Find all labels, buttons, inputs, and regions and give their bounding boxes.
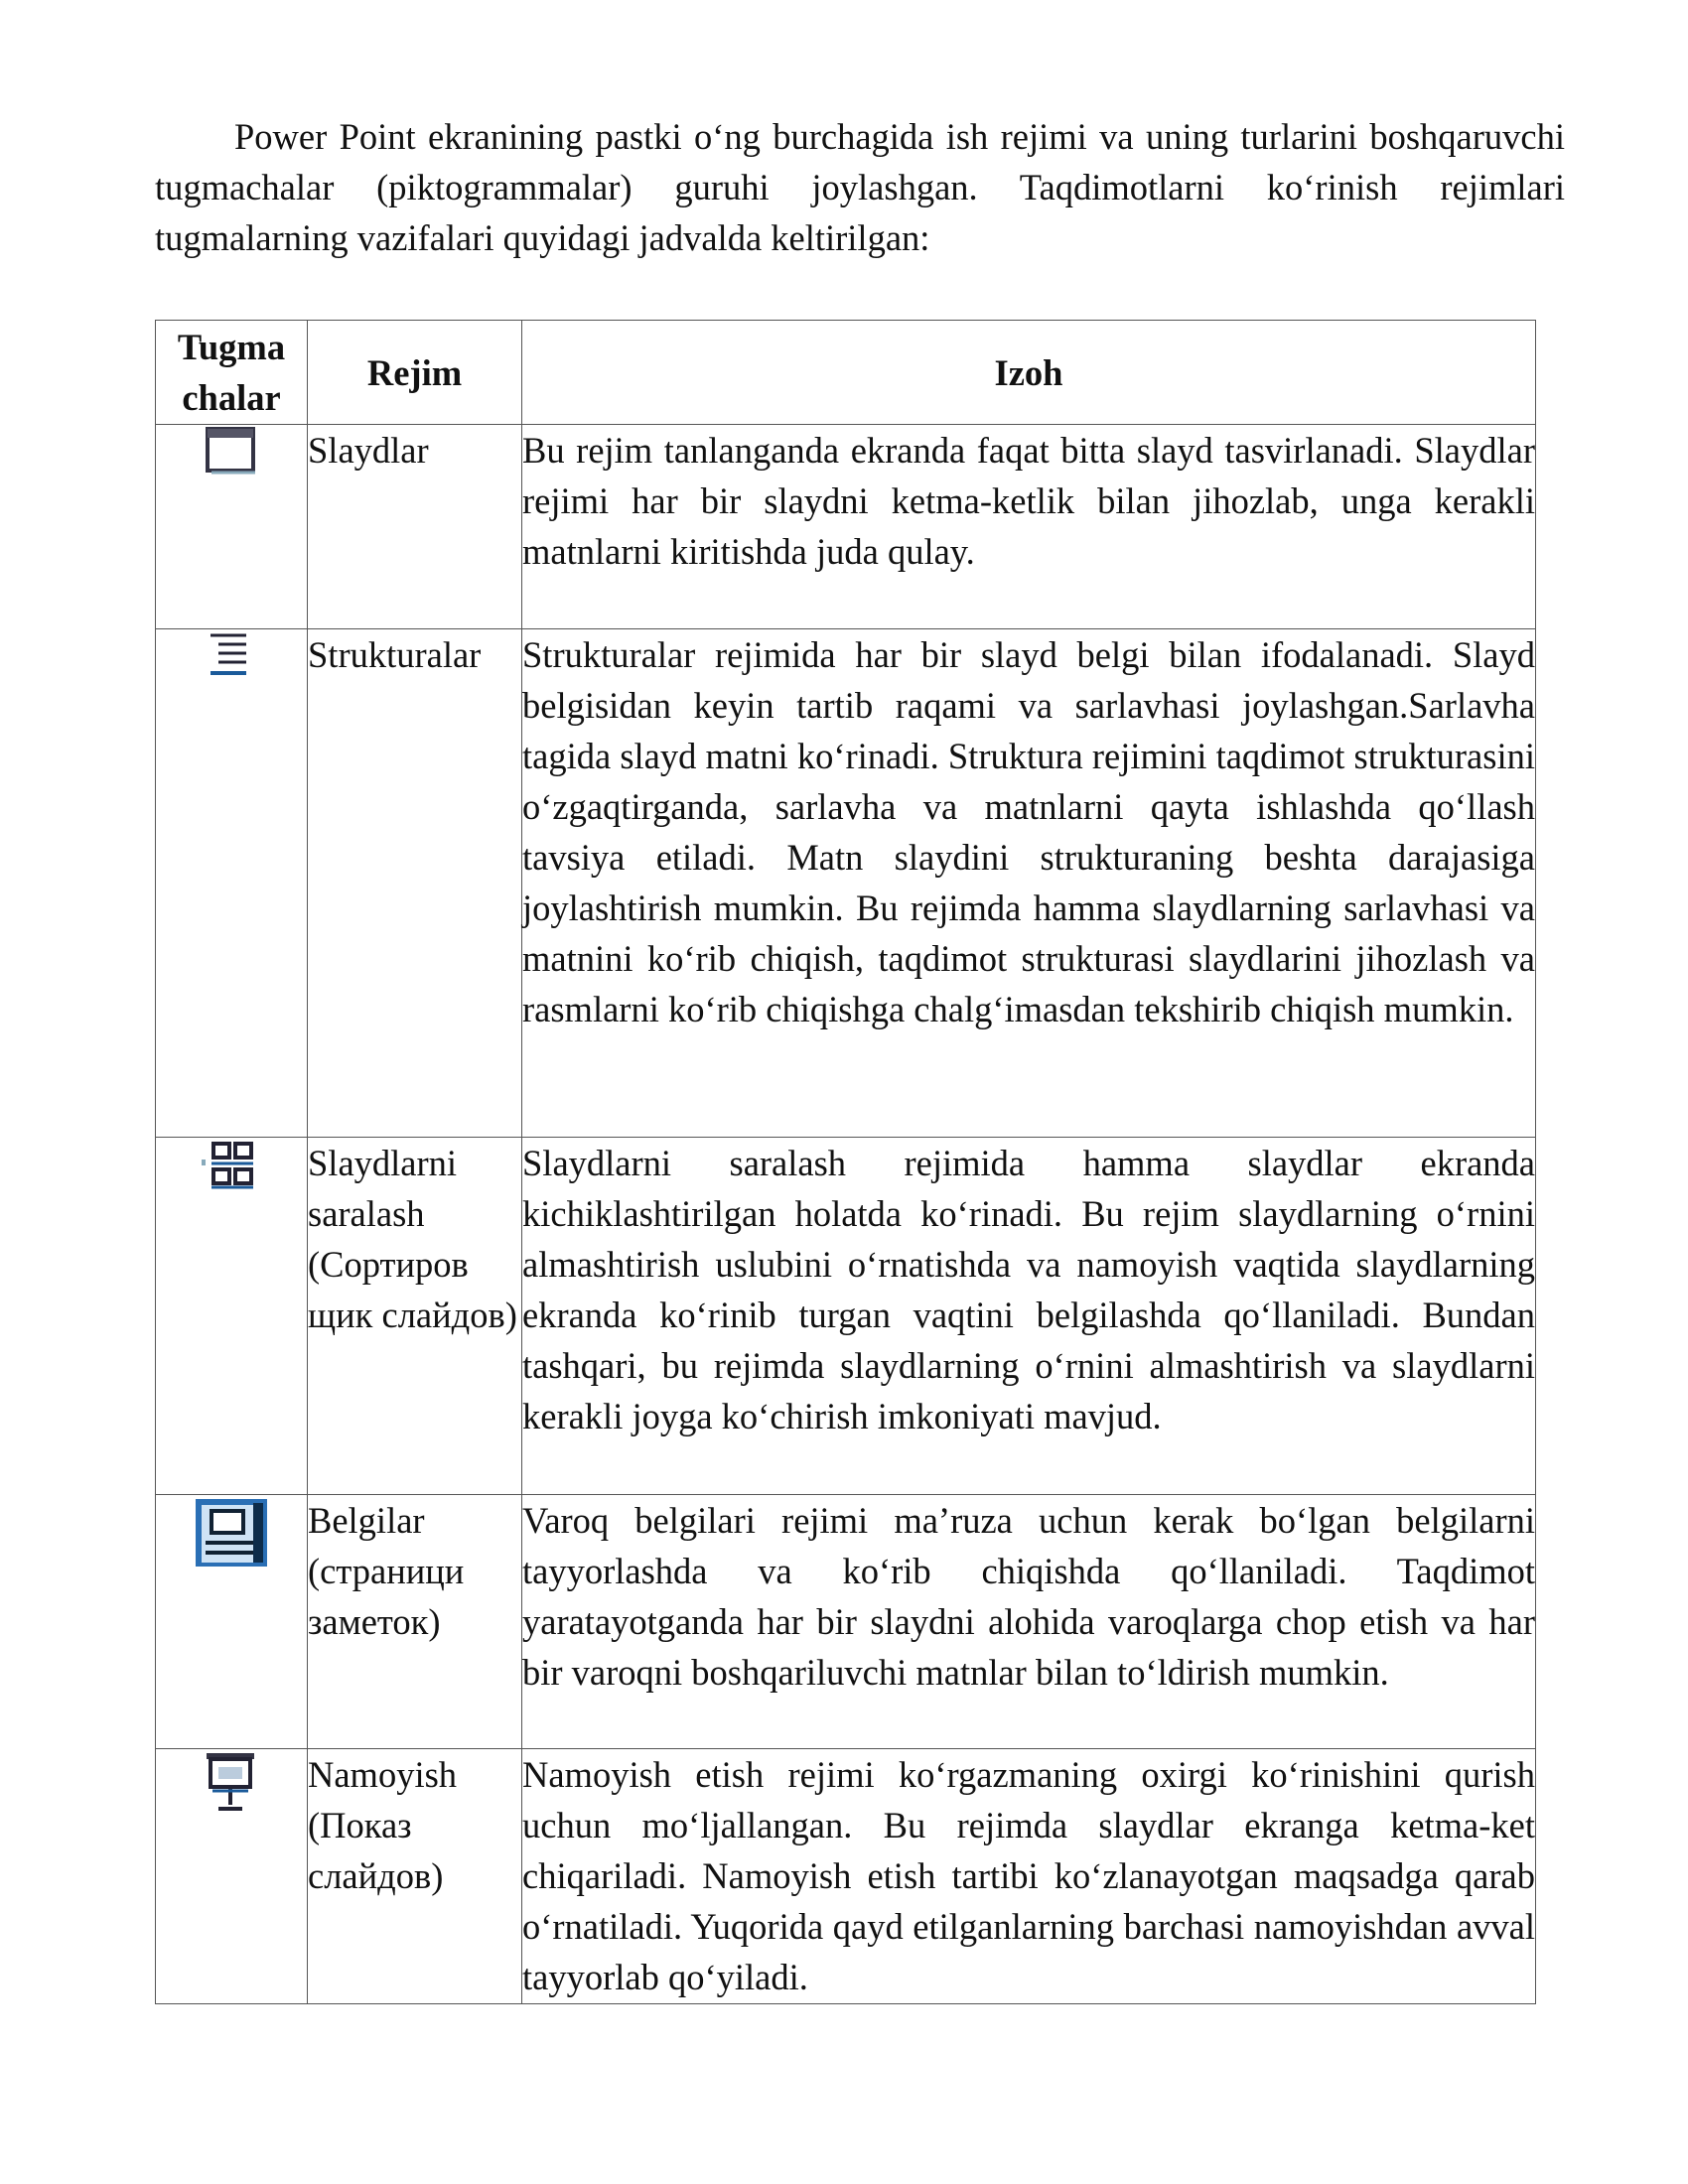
mode-description: Namoyish etish rejimi ko‘rgazmaning oxirgi ko‘rinishini qurish uchun mo‘ljallangan. Bu rejimda slaydlar ekranga ketma-ket chiqariladi. Namoyish etish tartibi ko‘zlanayotgan maqsadga qarab o‘rnatiladi. Yuqorida qayd etilganlarning barchasi namoyishdan avval tayyorlab qo‘yiladi. [522,1749,1536,2004]
table-row [156,1138,1536,1495]
header-mode: Rejim [308,321,522,425]
mode-description: Slaydlarni saralash rejimida hamma slaydlar ekranda kichiklashtirilgan holatda ko‘rinadi. Bu rejim slaydlarning o‘rnini almashtirish uslubini o‘rnatishda va namoyish vaqtida slaydlarning ekranda ko‘rinib turgan vaqtini belgilashda qo‘llaniladi. Bundan tashqari, bu rejimda slaydlarning o‘rnini almashtirish va slaydlarni kerakli joyga ko‘chirish imkoniyati mavjud. [522,1138,1536,1495]
mode-label: Belgilar (страници заметок) [308,1495,522,1749]
mode-label: Slaydlarni saralash (Сортиров щик слайдов) [308,1138,522,1495]
mode-label: Slaydlar [308,425,522,629]
slide-sorter-icon [200,1138,263,1193]
mode-label: Strukturalar [308,629,522,1138]
mode-label: Namoyish (Показ слайдов) [308,1749,522,2004]
header-buttons: Tugma chalar [156,321,308,425]
intro-text: Power Point ekranining pastki o‘ng burchagida ish rejimi va uning turlarini boshqaruvchi tugmachalar (piktogrammalar) guruhi joylashgan. Taqdimotlarni ko‘rinish rejimlari tugmalarning vazifalari quyidagi jadvalda keltirilgan: [155,116,1565,258]
table-row [156,425,1536,629]
table-row [156,629,1536,1138]
table-row [156,1749,1536,2004]
mode-description: Bu rejim tanlanganda ekranda faqat bitta slayd tasvirlanadi. Slaydlar rejimi har bir slaydni ketma-ketlik bilan jihozlab, unga kerakli matnlarni kiritishda juda qulay. [522,425,1536,629]
mode-description: Varoq belgilari rejimi ma’ruza uchun kerak bo‘lgan belgilarni tayyorlashda va ko‘rib chiqishda qo‘llaniladi. Taqdimot yaratayotganda har bir slaydni alohida varoqlarga chop etish va har bir varoqni boshqariluvchi matnlar bilan to‘ldirish mumkin. [522,1495,1536,1749]
slide-show-icon [203,1749,260,1815]
outline-view-icon [207,629,256,679]
slide-view-icon [204,425,259,477]
notes-page-icon [192,1495,271,1570]
table-header-row [156,321,1536,425]
mode-description: Strukturalar rejimida har bir slayd belgi bilan ifodalanadi. Slayd belgisidan keyin tartib raqami va sarlavhasi joylashgan.Sarlavha tagida slayd matni ko‘rinadi. Struktura rejimini taqdimot strukturasini o‘zgaqtirganda, sarlavha va matnlarni qayta ishlashda qo‘llash tavsiya etiladi. Matn slaydini strukturaning beshta darajasiga joylashtirish mumkin. Bu rejimda hamma slaydlarning sarlavhasi va matnini ko‘rib chiqish, taqdimot strukturasi slaydlarini jihozlash va rasmlarni ko‘rib chiqishga chalg‘imasdan tekshirib chiqish mumkin. [522,629,1536,1138]
header-note: Izoh [522,321,1536,425]
view-modes-table [155,320,1536,2004]
intro-paragraph [155,111,1565,263]
table-row [156,1495,1536,1749]
